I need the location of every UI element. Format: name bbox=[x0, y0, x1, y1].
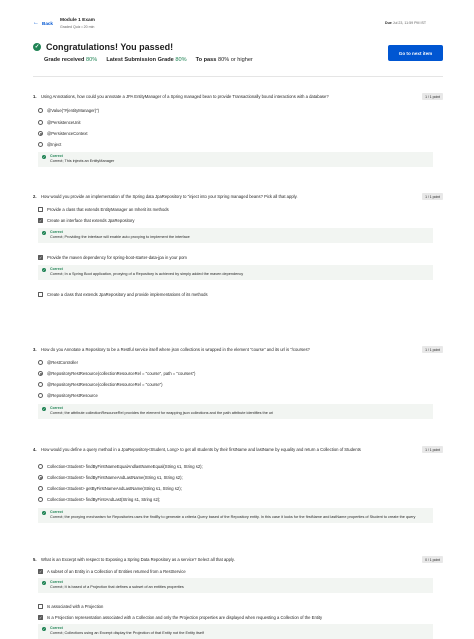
latest-grade-label: Latest Submission Grade bbox=[106, 57, 174, 63]
question-number: 5. bbox=[33, 557, 37, 562]
check-circle-icon: ✓ bbox=[42, 626, 46, 631]
option[interactable]: Collection<Student> findByFirstNameEqualAndlastNameEqual(String s1, String s2); bbox=[38, 464, 203, 469]
radio-button[interactable] bbox=[38, 393, 43, 398]
option-checked[interactable]: ✓ Is a Projection representation associated with a Collection and only the Projection properties are displayed when requesting a Collection of the Entity bbox=[39, 615, 323, 620]
checkbox[interactable] bbox=[38, 292, 43, 297]
divider bbox=[33, 76, 443, 77]
question-number: 2. bbox=[33, 194, 37, 199]
question-text: What is an Excerpt with respect to Exposing a Spring Data Repository as a service? Select all that apply. bbox=[41, 557, 235, 562]
check-circle-icon: ✓ bbox=[42, 154, 46, 159]
check-circle-icon: ✓ bbox=[42, 406, 46, 411]
points-badge: 1 / 1 point bbox=[422, 93, 443, 100]
radio-button[interactable] bbox=[38, 497, 43, 502]
points-badge: 1 / 1 point bbox=[422, 446, 443, 453]
question-number: 4. bbox=[33, 447, 37, 452]
feedback-correct: ✓ Correct Correct; This injects an EntityManager bbox=[38, 152, 433, 167]
radio-button-selected[interactable] bbox=[38, 371, 43, 376]
points-badge: 0 / 1 point bbox=[422, 556, 443, 563]
check-circle-icon: ✓ bbox=[34, 44, 40, 50]
checkbox[interactable] bbox=[38, 604, 43, 609]
question-3 bbox=[33, 347, 443, 415]
due-value: Jul 23, 11:59 PM IST bbox=[392, 21, 427, 25]
radio-button[interactable] bbox=[38, 486, 43, 491]
feedback-correct: ✓ Correct Correct; It is based of a Projection that defines a subset of an entities properties bbox=[38, 578, 433, 593]
option[interactable]: @RepositoryRestResource bbox=[38, 393, 98, 398]
feedback-correct: ✓ Correct Correct; the attribute collectionResourceRel provides the element for wrapping json collections and the path attribute identifies the uri bbox=[38, 404, 433, 419]
to-pass-label: To pass bbox=[195, 57, 217, 63]
question-text: Using Annotations, how could you annotate a JPA EntityManager of a Spring managed bean to provide Transactionally bound interactions with a database? bbox=[41, 94, 329, 99]
exam-title: Module 1 Exam bbox=[60, 18, 95, 23]
check-circle-icon: ✓ bbox=[42, 230, 46, 235]
top-bar bbox=[0, 14, 474, 36]
radio-button[interactable] bbox=[38, 464, 43, 469]
grade-received-value: 80% bbox=[86, 57, 98, 63]
option[interactable]: @RepositoryRestResource(collectionResourceRel = "course") bbox=[38, 382, 163, 387]
option[interactable]: @Value("#{entityManager}") bbox=[38, 108, 99, 113]
result-title: Congratulations! You passed! bbox=[46, 42, 174, 52]
option[interactable]: @Inject bbox=[38, 142, 61, 147]
question-text: How would you define a query method in a JpaRepository<Student, Long> to get all students by their firstName and lastName by equality and return a Collection of Students bbox=[41, 447, 361, 452]
arrow-left-icon: ← bbox=[33, 20, 39, 26]
radio-button[interactable] bbox=[38, 142, 43, 147]
checkbox-checked[interactable]: ✓ bbox=[39, 569, 43, 574]
points-badge: 1 / 1 point bbox=[422, 346, 443, 353]
checkbox-checked[interactable]: ✓ bbox=[39, 218, 43, 223]
feedback-correct: ✓ Correct Correct; Collections using an Excerpt display the Projection of that Entity not the Entity itself bbox=[38, 624, 433, 639]
question-5 bbox=[33, 557, 443, 635]
radio-button-selected[interactable] bbox=[38, 131, 43, 136]
grade-received-label: Grade received bbox=[44, 57, 85, 63]
question-2 bbox=[33, 194, 443, 297]
checkbox[interactable] bbox=[38, 207, 43, 212]
option[interactable]: Is associated with a Projection bbox=[38, 604, 103, 609]
option-checked[interactable]: ✓ A subset of an Entity in a Collection of Entities returned from a RestService bbox=[39, 569, 186, 574]
to-pass-value: 80% or higher bbox=[217, 57, 253, 63]
check-circle-icon: ✓ bbox=[42, 580, 46, 585]
latest-grade-value: 80% bbox=[175, 57, 187, 63]
option[interactable]: Collection<Student> getByFirstNameAndLastName(String s1, String s2); bbox=[38, 486, 182, 491]
radio-button[interactable] bbox=[38, 108, 43, 113]
option[interactable]: @RestController bbox=[38, 360, 78, 365]
option-checked[interactable]: ✓ Create an interface that extends JpaRepository bbox=[39, 218, 135, 223]
option-selected[interactable]: @PersistenceContext bbox=[38, 131, 88, 136]
checkbox-checked[interactable]: ✓ bbox=[39, 255, 43, 260]
option-selected[interactable]: Collection<Student> findByFirstNameAndLastName(String s1, String s2); bbox=[38, 475, 183, 480]
feedback-correct: ✓ Correct Correct; Providing the interface will enable auto proxying to implement the interface bbox=[38, 228, 433, 243]
option[interactable]: @PersistenceUnit bbox=[38, 120, 81, 125]
points-badge: 1 / 1 point bbox=[422, 193, 443, 200]
exam-subtitle: Graded Quiz • 20 min bbox=[60, 25, 95, 29]
back-button[interactable] bbox=[33, 20, 53, 26]
radio-button[interactable] bbox=[38, 382, 43, 387]
check-circle-icon: ✓ bbox=[42, 267, 46, 272]
question-number: 3. bbox=[33, 347, 37, 352]
checkbox-checked[interactable]: ✓ bbox=[39, 615, 43, 620]
option-checked[interactable]: ✓ Provide the maven dependency for spring-boot-starter-data-jpa in your pom bbox=[39, 255, 187, 260]
result-banner bbox=[33, 42, 173, 52]
option-selected[interactable]: @RepositoryRestResource(collectionResourceRel = "course", path = "courses") bbox=[38, 371, 195, 376]
feedback-correct: ✓ Correct Correct; In a Spring Boot application, proxying of a Repository is achieved by simply added the maven dependency bbox=[38, 265, 433, 280]
option[interactable]: Create a class that extends JpaRepository and provide implementations of its methods bbox=[38, 292, 208, 297]
question-number: 1. bbox=[33, 94, 37, 99]
due-date bbox=[385, 21, 426, 25]
grade-summary bbox=[44, 57, 253, 63]
next-item-button[interactable]: Go to next item bbox=[388, 45, 443, 61]
due-label: Due bbox=[385, 21, 392, 25]
question-4 bbox=[33, 447, 443, 519]
radio-button[interactable] bbox=[38, 120, 43, 125]
question-1 bbox=[33, 94, 443, 163]
option[interactable]: Provide a class that extends EntityManager an Inherit its methods bbox=[38, 207, 169, 212]
question-text: How would you provide an implementation of the Spring data JpaRepository to "inject into your Spring managed beans? Pick all that apply. bbox=[41, 194, 298, 199]
radio-button[interactable] bbox=[38, 360, 43, 365]
feedback-correct: ✓ Correct Correct; the proxying mechanism for Repositories uses the findBy to generate a criteria Query based of the Repository entity. In this case it looks for the firstName and lastName properties of Student to create the query bbox=[38, 508, 433, 523]
back-label: Back bbox=[42, 20, 53, 26]
radio-button-selected[interactable] bbox=[38, 475, 43, 480]
check-circle-icon: ✓ bbox=[42, 510, 46, 515]
option[interactable]: Collection<Student> findByFirstAndLast(String s1, String s2); bbox=[38, 497, 160, 502]
question-text: How do you Annotate a Repository to be a Restful service itself where json collections is wrapped in the element "course" and its url is "/courses? bbox=[41, 347, 310, 352]
